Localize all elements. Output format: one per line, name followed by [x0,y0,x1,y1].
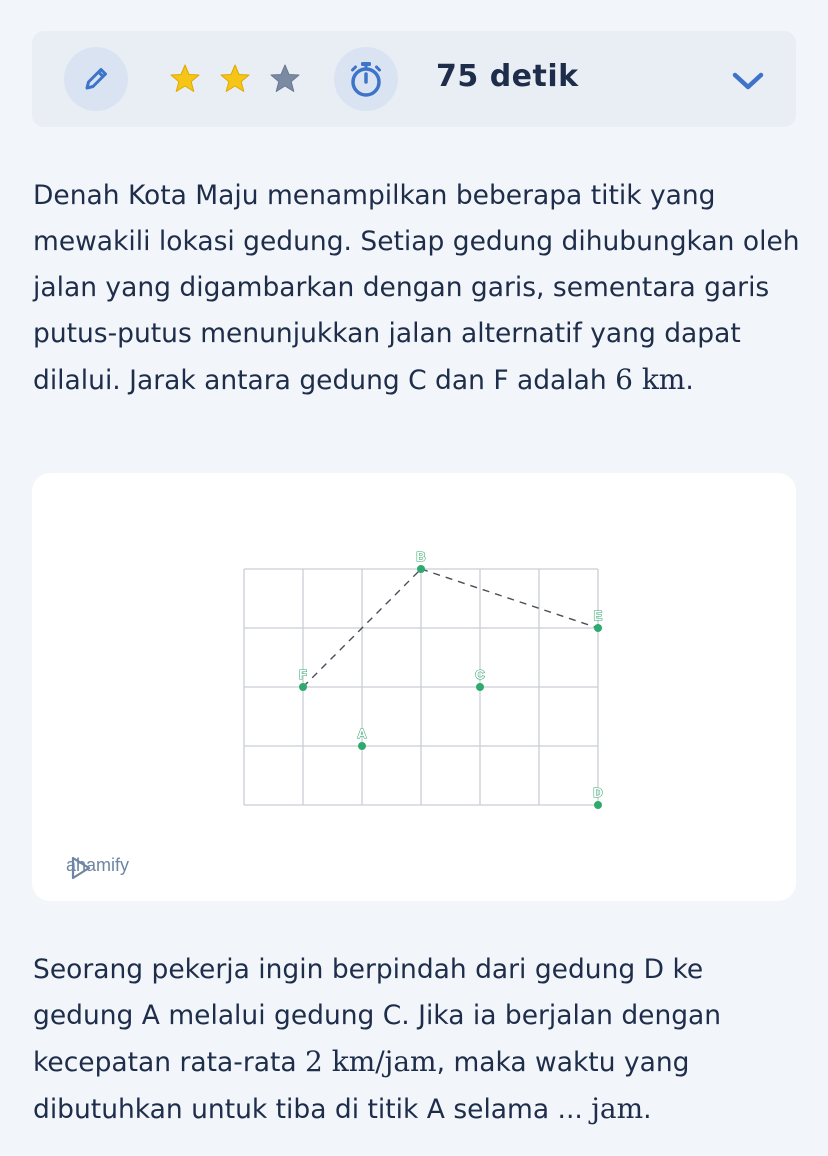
prompt-end: . [643,1094,652,1125]
chevron-down-icon[interactable] [730,67,766,93]
building-label-f: F [299,667,307,682]
speed-value: 2 km/jam [305,1045,437,1078]
alternate-road-line [421,569,598,628]
question-text [33,173,803,404]
star-empty-icon [268,62,302,96]
building-point-e [594,624,602,632]
building-label-e: E [593,608,603,623]
logo-text: ahamify [66,855,130,875]
timer-button[interactable] [334,47,398,111]
building-point-d [594,801,602,809]
building-point-a [358,742,366,750]
building-label-d: D [593,785,603,800]
building-label-a: A [357,726,367,741]
building-point-b [417,565,425,573]
timer-icon [346,59,386,99]
question-prompt [33,947,803,1133]
play-icon [70,855,92,881]
timer-label: 75 detik [436,59,579,94]
pencil-icon [79,62,113,96]
question-toolbar [32,31,796,127]
building-label-c: C [475,667,485,682]
question-text-body: Denah Kota Maju menampilkan beberapa titik yang mewakili lokasi gedung. Setiap gedung dihubungkan oleh jalan yang digambarkan dengan garis, sementara garis putus-putus menunjukkan jalan alternatif yang dapat dilalui. Jarak antara gedung C dan F adalah [33,180,800,396]
building-label-b: B [416,549,426,564]
building-point-c [476,683,484,691]
time-unit: jam [591,1092,644,1125]
city-map-figure [32,473,796,901]
question-text-end: . [685,365,694,396]
star-filled-icon [168,62,202,96]
building-point-f [299,683,307,691]
pahamify-logo [66,855,130,876]
difficulty-rating [168,62,302,96]
edit-button[interactable] [64,47,128,111]
star-filled-icon [218,62,252,96]
distance-value: 6 km [615,363,686,396]
prompt-body: Seorang pekerja ingin berpindah dari gedung D ke gedung A melalui gedung C. Jika ia berjalan dengan kecepatan rata-rata [33,954,722,1078]
city-map-grid [32,473,796,901]
prompt-mid: , maka waktu yang dibutuhkan untuk tiba di titik A selama ... [33,1047,690,1125]
